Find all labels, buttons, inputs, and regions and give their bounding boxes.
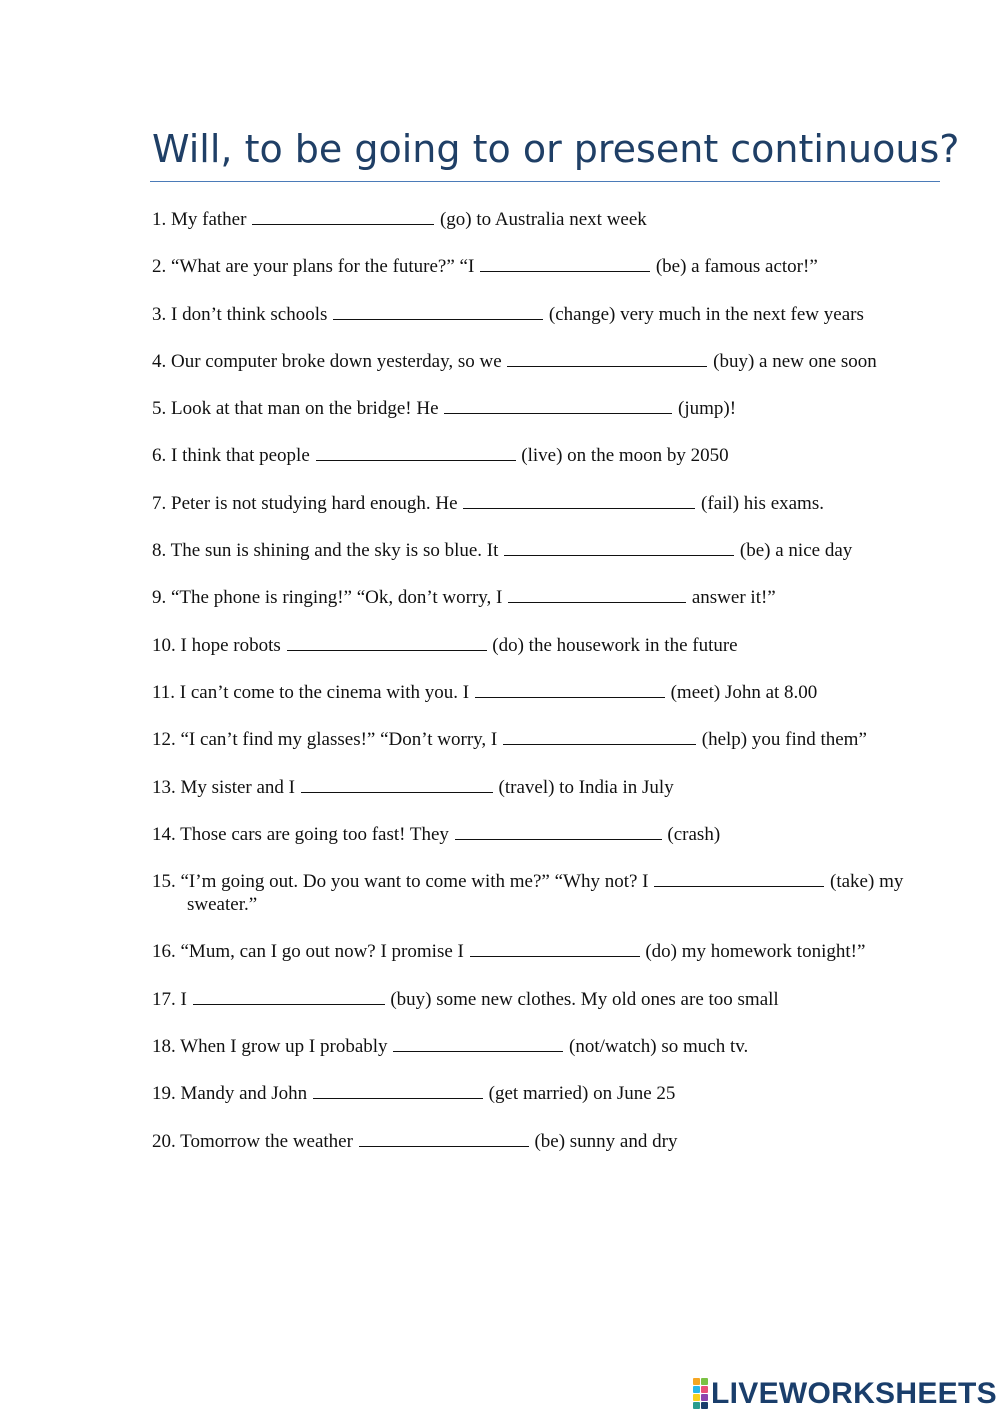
exercise-number: 7. bbox=[152, 492, 167, 514]
exercise-number: 18. bbox=[152, 1036, 176, 1058]
logo-tile bbox=[693, 1394, 700, 1401]
exercise-text-before: The sun is shining and the sky is so blue. It bbox=[170, 540, 499, 562]
exercise-item bbox=[152, 585, 927, 609]
exercise-text-after: (fail) his exams. bbox=[701, 492, 824, 514]
exercise-text-after: (help) you find them” bbox=[701, 729, 867, 751]
exercise-text-before: I bbox=[180, 988, 187, 1010]
liveworksheets-logo-icon bbox=[693, 1378, 708, 1409]
exercise-text-before: Tomorrow the weather bbox=[180, 1130, 353, 1152]
exercise-text-after: (meet) John at 8.00 bbox=[670, 681, 818, 703]
exercise-item bbox=[152, 939, 927, 963]
answer-blank[interactable] bbox=[393, 1034, 563, 1052]
exercise-number: 4. bbox=[152, 350, 167, 372]
logo-tile bbox=[701, 1402, 708, 1409]
exercise-item bbox=[152, 302, 927, 326]
exercise-text-before: Look at that man on the bridge! He bbox=[171, 398, 439, 420]
brand-name: LIVEWORKSHEETS bbox=[711, 1376, 997, 1410]
answer-blank[interactable] bbox=[313, 1081, 483, 1099]
exercise-item bbox=[152, 207, 927, 231]
exercise-item bbox=[152, 1081, 927, 1105]
exercise-text-after: (jump)! bbox=[678, 398, 737, 420]
answer-blank[interactable] bbox=[287, 633, 487, 651]
exercise-text-after: (go) to Australia next week bbox=[439, 209, 647, 230]
exercise-item bbox=[152, 1034, 927, 1058]
answer-blank[interactable] bbox=[475, 680, 665, 698]
exercise-item bbox=[152, 538, 927, 562]
exercise-number: 8. bbox=[152, 540, 167, 562]
exercise-text-before: When I grow up I probably bbox=[180, 1036, 388, 1058]
answer-blank[interactable] bbox=[359, 1129, 529, 1147]
exercise-number: 12. bbox=[152, 729, 176, 751]
exercise-item bbox=[152, 1129, 927, 1153]
exercise-list bbox=[152, 207, 927, 1153]
exercise-text-before: I don’t think schools bbox=[171, 303, 328, 325]
exercise-text-after: (not/watch) so much tv. bbox=[569, 1036, 749, 1058]
exercise-number: 9. bbox=[152, 587, 167, 609]
exercise-item bbox=[152, 396, 927, 420]
exercise-text-before: I hope robots bbox=[180, 634, 281, 656]
exercise-text-after: (be) a nice day bbox=[739, 540, 853, 562]
logo-tile bbox=[701, 1394, 708, 1401]
exercise-item bbox=[152, 680, 927, 704]
title-divider bbox=[150, 181, 940, 182]
exercise-text-after: (get married) on June 25 bbox=[488, 1083, 676, 1105]
exercise-number: 2. bbox=[152, 256, 167, 278]
answer-blank[interactable] bbox=[654, 869, 824, 887]
exercise-text-before: I think that people bbox=[171, 445, 310, 467]
exercise-number: 6. bbox=[152, 445, 167, 467]
answer-blank[interactable] bbox=[444, 396, 672, 414]
exercise-text-before: “What are your plans for the future?” “I bbox=[171, 256, 475, 278]
exercise-item bbox=[152, 775, 927, 799]
exercise-text-after: (buy) a new one soon bbox=[713, 350, 877, 372]
exercise-text-before: Those cars are going too fast! They bbox=[180, 823, 449, 845]
exercise-text-after: answer it!” bbox=[691, 587, 776, 609]
exercise-text-after: (do) my homework tonight!” bbox=[645, 941, 866, 963]
exercise-number: 16. bbox=[152, 941, 176, 963]
exercise-text-after: (take) my sweater.” bbox=[187, 871, 904, 916]
exercise-number: 5. bbox=[152, 398, 167, 420]
exercise-item bbox=[152, 822, 927, 846]
answer-blank[interactable] bbox=[504, 538, 734, 556]
logo-tile bbox=[701, 1386, 708, 1393]
answer-blank[interactable] bbox=[480, 254, 650, 272]
answer-blank[interactable] bbox=[508, 585, 686, 603]
logo-tile bbox=[701, 1378, 708, 1385]
exercise-text-after: (crash) bbox=[667, 823, 721, 845]
page-title: Will, to be going to or present continuous? bbox=[152, 127, 960, 171]
exercise-item bbox=[152, 869, 927, 916]
answer-blank[interactable] bbox=[507, 349, 707, 367]
exercise-number: 1. bbox=[152, 209, 167, 230]
exercise-item bbox=[152, 349, 927, 373]
exercise-number: 3. bbox=[152, 303, 167, 325]
answer-blank[interactable] bbox=[463, 491, 695, 509]
exercise-number: 14. bbox=[152, 823, 176, 845]
answer-blank[interactable] bbox=[470, 939, 640, 957]
exercise-text-before: “I’m going out. Do you want to come with me?” “Why not? I bbox=[180, 871, 649, 893]
exercise-text-after: (buy) some new clothes. My old ones are too small bbox=[390, 988, 779, 1010]
exercise-text-after: (do) the housework in the future bbox=[492, 634, 738, 656]
exercise-text-after: (be) sunny and dry bbox=[534, 1130, 678, 1152]
exercise-number: 20. bbox=[152, 1130, 176, 1152]
answer-blank[interactable] bbox=[455, 822, 662, 840]
answer-blank[interactable] bbox=[193, 987, 385, 1005]
exercise-item bbox=[152, 254, 927, 278]
answer-blank[interactable] bbox=[503, 727, 696, 745]
exercise-text-before: I can’t come to the cinema with you. I bbox=[179, 681, 470, 703]
logo-tile bbox=[693, 1378, 700, 1385]
answer-blank[interactable] bbox=[333, 302, 543, 320]
exercise-text-after: (change) very much in the next few years bbox=[548, 303, 864, 325]
exercise-item bbox=[152, 987, 927, 1011]
exercise-item bbox=[152, 491, 927, 515]
exercise-number: 19. bbox=[152, 1083, 176, 1105]
exercise-text-before: My sister and I bbox=[180, 776, 296, 798]
exercise-number: 13. bbox=[152, 776, 176, 798]
exercise-text-after: (be) a famous actor!” bbox=[655, 256, 818, 278]
exercise-text-before: “Mum, can I go out now? I promise I bbox=[180, 941, 464, 963]
exercise-item bbox=[152, 443, 927, 467]
exercise-number: 15. bbox=[152, 871, 176, 893]
exercise-text-after: (travel) to India in July bbox=[498, 776, 674, 798]
exercise-item bbox=[152, 727, 927, 751]
exercise-number: 10. bbox=[152, 634, 176, 656]
exercise-text-before: My father bbox=[171, 209, 247, 230]
exercise-text-before: “I can’t find my glasses!” “Don’t worry, I bbox=[180, 729, 498, 751]
exercise-text-before: “The phone is ringing!” “Ok, don’t worry, I bbox=[171, 587, 503, 609]
logo-tile bbox=[693, 1386, 700, 1393]
logo-tile bbox=[693, 1402, 700, 1409]
liveworksheets-brand[interactable] bbox=[693, 1378, 997, 1409]
answer-blank[interactable] bbox=[252, 207, 434, 225]
exercise-text-before: Mandy and John bbox=[180, 1083, 308, 1105]
exercise-text-after: (live) on the moon by 2050 bbox=[521, 445, 729, 467]
exercise-text-before: Peter is not studying hard enough. He bbox=[171, 492, 458, 514]
answer-blank[interactable] bbox=[301, 775, 493, 793]
exercise-number: 17. bbox=[152, 988, 176, 1010]
exercise-number: 11. bbox=[152, 681, 176, 703]
exercise-text-before: Our computer broke down yesterday, so we bbox=[171, 350, 502, 372]
exercise-item bbox=[152, 633, 927, 657]
answer-blank[interactable] bbox=[316, 443, 516, 461]
